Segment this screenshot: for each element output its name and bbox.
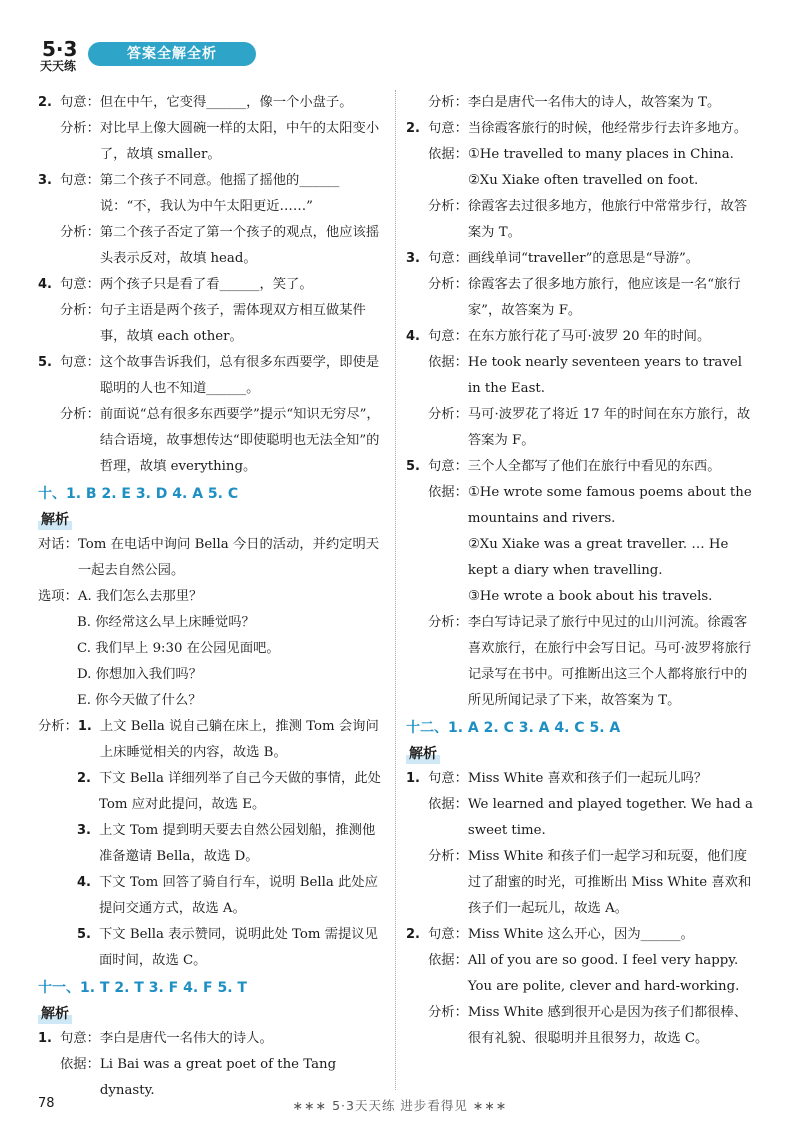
- item-number: 4.: [77, 875, 91, 890]
- item-number: 1.: [77, 719, 92, 734]
- item-text: C. 我们早上 9:30 在公园见面吧。: [77, 641, 280, 656]
- item-text: D. 你想加入我们吗？: [77, 667, 203, 682]
- analysis-tag-label: 解析: [406, 744, 440, 764]
- item-text: 徐霞客去了很多地方旅行，他应该是一名“旅行家”，故答案为 F。: [467, 277, 741, 318]
- item-text: 下文 Bella 表示赞同，说明此处 Tom 需提议见面时间，故选 C。: [99, 927, 378, 968]
- explanation-line: [38, 662, 388, 688]
- item-number: 2.: [38, 95, 52, 110]
- item-label: 依据：: [60, 1057, 100, 1072]
- item-label: 句意：: [428, 121, 468, 136]
- explanation-line: [406, 480, 754, 532]
- analysis-tag: [38, 1002, 388, 1026]
- item-label: 句意：: [428, 251, 468, 266]
- item-text: Miss White 喜欢和孩子们一起玩儿吗？: [467, 771, 708, 786]
- explanation-line: [38, 610, 388, 636]
- svg-text:天天练: 天天练: [40, 59, 77, 73]
- item-label: 分析：: [428, 1005, 468, 1020]
- explanation-line: [406, 142, 754, 168]
- label-spacer: [428, 168, 468, 194]
- explanation-line: [38, 532, 388, 584]
- question-item: [38, 1026, 388, 1052]
- item-label: 分析：: [428, 615, 468, 630]
- explanation-line: [406, 610, 754, 714]
- item-label: 句意：: [428, 927, 468, 942]
- svg-text:5·3: 5·3: [42, 37, 78, 61]
- question-item: [38, 90, 388, 116]
- explanation-line: [406, 90, 754, 116]
- explanation-line: [38, 688, 388, 714]
- item-number: 3.: [77, 823, 91, 838]
- question-item: [406, 766, 754, 792]
- item-label: 分析：: [60, 303, 100, 318]
- item-text: 两个孩子只是看了看______，笑了。: [99, 277, 313, 292]
- analysis-tag-label: 解析: [38, 1004, 72, 1024]
- explanation-line: [38, 584, 388, 610]
- header-badge: 答案全解全析: [88, 42, 256, 66]
- item-text: 句子主语是两个孩子，需体现双方相互做某件事，故填 each other。: [99, 303, 366, 344]
- footer-slogan: ∗∗∗ 5·3天天练 进步看得见 ∗∗∗: [292, 1098, 508, 1113]
- item-label: 分析：: [428, 95, 468, 110]
- item-label: 句意：: [428, 459, 468, 474]
- explanation-line: [406, 1000, 754, 1052]
- item-number: 5.: [406, 459, 420, 474]
- answer-key-heading: 十、1. B 2. E 3. D 4. A 5. C: [38, 486, 239, 502]
- item-number: 3.: [406, 251, 420, 266]
- explanation-line: [38, 922, 388, 974]
- item-text: 李白写诗记录了旅行中见过的山川河流。徐霞客喜欢旅行，在旅行中会写日记。马可·波罗将旅行记录写在书中。可推断出这三个人都将旅行中的所见所闻记录了下来，故答案为 T。: [467, 615, 752, 708]
- item-text: 当徐霞客旅行的时候，他经常步行去许多地方。: [467, 121, 748, 136]
- item-label: 分析：: [60, 225, 100, 240]
- item-text: 这个故事告诉我们，总有很多东西要学，即使是聪明的人也不知道______。: [99, 355, 380, 396]
- item-label: 依据：: [428, 147, 468, 162]
- item-text: Miss White 这么开心，因为______。: [467, 927, 694, 942]
- item-text: ①He travelled to many places in China.: [467, 147, 734, 162]
- left-column: [38, 90, 388, 1104]
- explanation-line: [406, 272, 754, 324]
- question-item: [38, 168, 388, 220]
- item-label: 分析：: [428, 199, 468, 214]
- item-text: Tom 在电话中询问 Bella 今日的活动，并约定明天一起去自然公园。: [77, 537, 380, 578]
- item-number: 3.: [38, 173, 52, 188]
- item-label: 依据：: [428, 953, 468, 968]
- explanation-line: [38, 636, 388, 662]
- item-label: 依据：: [428, 797, 468, 812]
- question-item: [406, 922, 754, 948]
- explanation-line: [406, 792, 754, 844]
- item-label: 分析：: [428, 407, 468, 422]
- item-number: 2.: [77, 771, 91, 786]
- item-label: 句意：: [60, 1031, 100, 1046]
- answer-key-heading: 十一、1. T 2. T 3. F 4. F 5. T: [38, 980, 247, 996]
- question-item: [38, 272, 388, 298]
- page-footer: [0, 1096, 800, 1120]
- item-label: 分析：: [428, 849, 468, 864]
- item-text: ③He wrote a book about his travels.: [467, 589, 713, 604]
- brand-logo: [38, 34, 90, 74]
- item-label: 依据：: [428, 485, 468, 500]
- item-label: 分析：: [60, 407, 100, 422]
- item-text: Li Bai was a great poet of the Tang dynasty.: [99, 1057, 337, 1098]
- item-text: ①He wrote some famous poems about the mountains and rivers.: [467, 485, 752, 526]
- item-text: A. 我们怎么去那里？: [77, 589, 203, 604]
- explanation-line: [38, 116, 388, 168]
- item-number: 5.: [77, 927, 91, 942]
- item-text: E. 你今天做了什么？: [77, 693, 202, 708]
- item-label: 句意：: [60, 277, 100, 292]
- explanation-line: [38, 402, 388, 480]
- item-text: ②Xu Xiake often travelled on foot.: [467, 173, 699, 188]
- label-spacer: [428, 584, 468, 610]
- item-text: All of you are so good. I feel very happy. You are polite, clever and hard-working.: [467, 953, 740, 994]
- item-text: 第二个孩子不同意。他摇了摇他的______说：“不，我认为中午太阳更近……”: [99, 173, 340, 214]
- item-text: 但在中午，它变得______，像一个小盘子。: [99, 95, 353, 110]
- item-number: 2.: [406, 927, 420, 942]
- column-divider: [395, 90, 396, 1090]
- item-text: 在东方旅行花了马可·波罗 20 年的时间。: [467, 329, 711, 344]
- explanation-line: [38, 818, 388, 870]
- item-label: 句意：: [428, 771, 468, 786]
- item-label: 分析：: [38, 719, 78, 734]
- item-text: 对比早上像大圆碗一样的太阳，中午的太阳变小了，故填 smaller。: [99, 121, 380, 162]
- right-column: [406, 90, 754, 1052]
- item-text: 上文 Bella 说自己躺在床上，推测 Tom 会询问上床睡觉相关的内容，故选 B。: [99, 719, 379, 760]
- explanation-line: [38, 220, 388, 272]
- item-text: ②Xu Xiake was a great traveller. … He kept a diary when travelling.: [467, 537, 729, 578]
- item-text: 下文 Bella 详细列举了自己今天做的事情，此处 Tom 应对此提问，故选 E。: [99, 771, 381, 812]
- explanation-line: [406, 844, 754, 922]
- item-label: 分析：: [60, 121, 100, 136]
- explanation-line: [406, 402, 754, 454]
- label-spacer: [428, 532, 468, 584]
- item-number: 5.: [38, 355, 52, 370]
- item-label: 依据：: [428, 355, 468, 370]
- question-item: [406, 246, 754, 272]
- analysis-tag: [406, 742, 754, 766]
- explanation-line: [406, 948, 754, 1000]
- explanation-line: [38, 766, 388, 818]
- item-text: He took nearly seventeen years to travel in the East.: [467, 355, 742, 396]
- explanation-line: [38, 714, 388, 766]
- question-item: [406, 324, 754, 350]
- item-text: 李白是唐代一名伟大的诗人。: [99, 1031, 273, 1046]
- question-item: [38, 350, 388, 402]
- item-number: 1.: [406, 771, 420, 786]
- item-number: 1.: [38, 1031, 52, 1046]
- explanation-line: [406, 584, 754, 610]
- explanation-line: [38, 298, 388, 350]
- explanation-line: [406, 194, 754, 246]
- page-number: 78: [38, 1096, 55, 1111]
- explanation-line: [38, 870, 388, 922]
- item-text: 上文 Tom 提到明天要去自然公园划船，推测他准备邀请 Bella，故选 D。: [99, 823, 376, 864]
- item-label: 句意：: [60, 95, 100, 110]
- item-text: Miss White 感到很开心是因为孩子们都很棒、很有礼貌、很聪明并且很努力，故选 C。: [467, 1005, 748, 1046]
- explanation-line: [406, 532, 754, 584]
- analysis-tag-label: 解析: [38, 510, 72, 530]
- item-number: 4.: [406, 329, 420, 344]
- analysis-tag: [38, 508, 388, 532]
- item-label: 分析：: [428, 277, 468, 292]
- question-item: [406, 116, 754, 142]
- item-text: 第二个孩子否定了第一个孩子的观点，他应该摇头表示反对，故填 head。: [99, 225, 380, 266]
- question-item: [406, 454, 754, 480]
- item-label: 选项：: [38, 589, 78, 604]
- item-label: 句意：: [60, 355, 100, 370]
- item-label: 句意：: [60, 173, 100, 188]
- item-text: 马可·波罗花了将近 17 年的时间在东方旅行，故答案为 F。: [467, 407, 751, 448]
- item-text: 李白是唐代一名伟大的诗人，故答案为 T。: [467, 95, 721, 110]
- explanation-line: [406, 168, 754, 194]
- item-text: 画线单词“traveller”的意思是“导游”。: [467, 251, 700, 266]
- item-text: 下文 Tom 回答了骑自行车，说明 Bella 此处应提问交通方式，故选 A。: [99, 875, 378, 916]
- item-text: We learned and played together. We had a sweet time.: [467, 797, 753, 838]
- item-number: 2.: [406, 121, 420, 136]
- item-text: B. 你经常这么早上床睡觉吗？: [77, 615, 255, 630]
- item-label: 对话：: [38, 537, 78, 552]
- explanation-line: [406, 350, 754, 402]
- item-label: 句意：: [428, 329, 468, 344]
- answer-key-heading: 十二、1. A 2. C 3. A 4. C 5. A: [406, 720, 621, 736]
- item-number: 4.: [38, 277, 52, 292]
- item-text: 前面说“总有很多东西要学”提示“知识无穷尽”，结合语境，故事想传达“即使聪明也无法全知”的哲理，故填 everything。: [99, 407, 380, 474]
- item-text: Miss White 和孩子们一起学习和玩耍，他们度过了甜蜜的时光，可推断出 Miss White 喜欢和孩子们一起玩儿，故选 A。: [467, 849, 752, 916]
- item-text: 三个人全都写了他们在旅行中看见的东西。: [467, 459, 721, 474]
- item-text: 徐霞客去过很多地方，他旅行中常常步行，故答案为 T。: [467, 199, 748, 240]
